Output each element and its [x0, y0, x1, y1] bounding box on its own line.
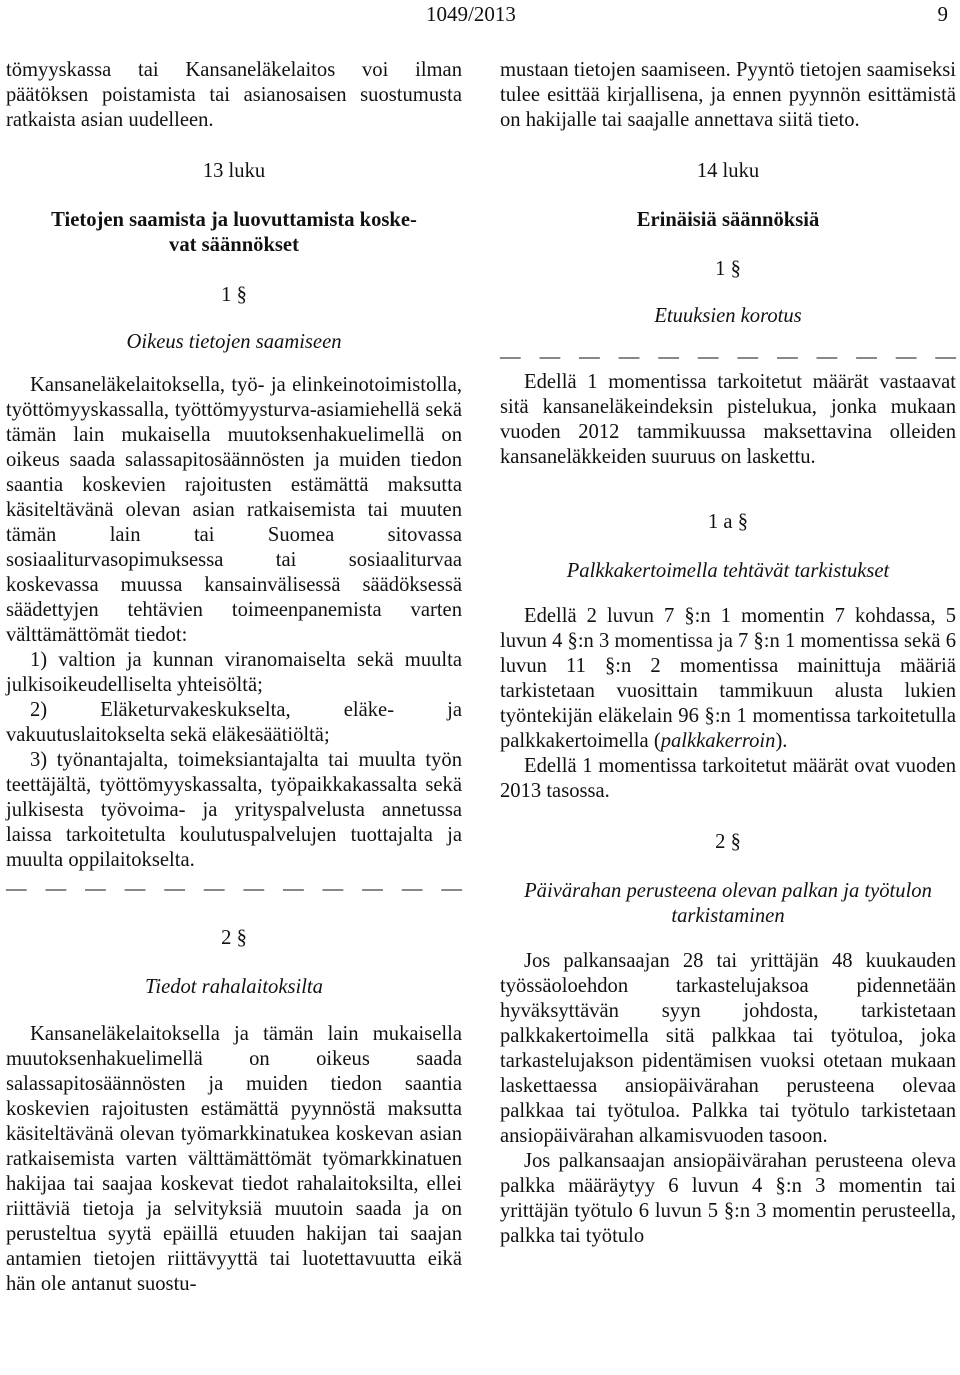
section-1a-paragraph-2: Edellä 1 momentissa tarkoitetut määrät ovat vuoden 2013 tasossa.: [500, 755, 956, 802]
section-2-label: 2 §: [221, 927, 247, 949]
section-1-title-r: Etuuksien korotus: [654, 305, 802, 327]
section-1-item-2: 2) Eläketurvakeskukselta, eläke- ja vakuutuslaitokselta sekä eläkesäätiöltä;: [6, 699, 462, 746]
left-column: [6, 58, 462, 1297]
section-1-title: Oikeus tietojen saamiseen: [126, 331, 342, 353]
section-1a-title: Palkkakertoimella tehtävät tarkistukset: [566, 560, 890, 582]
section-1-paragraph: Kansaneläkelaitoksella, työ- ja elinkeinotoimistolla, työttömyyskassalla, työttömyysturva-asiamiehellä sekä tämän lain mukaisella muutoksenhakuelimellä on oikeus saada salassapitosäännösten ja muiden tiedon saantia koskevien rajoitusten estämättä maksutta käsiteltävänä olevan asian ratkaisemista tai muuten tämän lain tai Suomea sitovassa sosiaaliturvasopimuksessa tai sosiaaliturvaa koskevassa muussa kansainvälisessä säädöksessä säädettyjen tehtävien toimeenpanemista varten välttämättömät tiedot:: [6, 374, 462, 646]
section-2-title-r: Päivärahan perusteena olevan palkan ja työtulon tarkistaminen: [524, 880, 932, 927]
section-1-paragraph-r: Edellä 1 momentissa tarkoitetut määrät vastaavat sitä kansaneläkeindeksin pistelukua, jonka mukaan vuoden 2012 tammikuussa maksettavina olleiden kansaneläkkeiden suuruus on laskettu.: [500, 371, 956, 468]
continued-paragraph: mustaan tietojen saamiseen. Pyyntö tietojen saamiseksi tulee esittää kirjallisena, ja ennen pyynnön esittämistä on hakijalle tai saajalle annettava siitä tieto.: [500, 59, 956, 131]
chapter-13-label: 13 luku: [202, 160, 266, 182]
page-header: [0, 0, 960, 30]
omission-dashes: — — — — — — — — — — — —: [6, 878, 462, 900]
section-1a-paragraph-1: [500, 604, 956, 754]
section-2-paragraph-1-r: Jos palkansaajan 28 tai yrittäjän 48 kuukauden työssäoloehdon tarkastelujaksoa pidennetään hyväksyttävän syyn johdosta, tarkistetaan palkkakertoimella sitä palkkaa tai työtuloa, joka tarkastelujakson pidentämisen vuoksi otetaan mukaan laskettaessa ansiopäivärahan perusteena olevaa palkkaa tai työtuloa. Palkka tai työtulo tarkistetaan ansiopäivärahan alkamisvuoden tasoon.: [500, 950, 956, 1147]
omission-dashes-r: — — — — — — — — — — — —: [500, 346, 956, 368]
chapter-13-title-line1: Tietojen saamista ja luovuttamista koske-: [51, 209, 417, 231]
section-2-label-r: 2 §: [715, 831, 741, 853]
section-2-paragraph: Kansaneläkelaitoksella ja tämän lain mukaisella muutoksenhakuelimellä on oikeus saada salassapitosäännösten ja muiden tiedon saantia koskevien rajoitusten estämättä pyynnöstä maksutta käsiteltävänä olevan työmarkkinatukea koskevan asian ratkaisemista varten välttämättömät työmarkkinatuen hakijaa tai saajaa koskevat tiedot rahalaitoksilta, ellei riittäviä tietoja ja selvityksiä muutoin saada ja on perusteltua syytä epäillä etuuden hakijan tai saajan antamien tietojen riittävyyttä tai luotettavuutta eikä hän ole antanut suostu-: [6, 1023, 462, 1295]
section-1-label-r: 1 §: [715, 258, 741, 280]
section-1-label: 1 §: [221, 284, 247, 306]
page-number: 9: [937, 2, 948, 26]
intro-paragraph: tömyyskassa tai Kansaneläkelaitos voi ilman päätöksen poistamista tai asianosaisen suostumusta ratkaista asian uudelleen.: [6, 59, 462, 131]
section-2-title: Tiedot rahalaitoksilta: [145, 976, 323, 998]
chapter-14-title: Erinäisiä säännöksiä: [636, 209, 820, 231]
section-1-item-1: 1) valtion ja kunnan viranomaiselta sekä muulta julkisoikeudelliselta yhteisöltä;: [6, 649, 462, 696]
section-1-item-3: 3) työnantajalta, toimeksiantajalta tai muulta työn teettäjältä, työttömyyskassalta, työpaikkakassalta sekä julkisesta työvoima- ja yrityspalvelusta annetussa laissa tarkoitetulta koulutuspalvelujen tuottajalta ja muulta oppilaitokselta.: [6, 749, 462, 871]
section-1a-text-a: Edellä 2 luvun 7 §:n 1 momentin 7 kohdassa, 5 luvun 4 §:n 3 momentissa ja 7 §:n 1 momentissa sekä 6 luvun 11 §:n 2 momentissa mainittuja määriä tarkistetaan vuosittain tammikuun alusta lukien työntekijän eläkelain 96 §:n 1 momentissa tarkoitetulla palkkakertoimella (: [500, 605, 956, 752]
statute-number: 1049/2013: [426, 2, 516, 26]
chapter-13-title-line2: vat säännökset: [169, 234, 299, 256]
chapter-14-label: 14 luku: [696, 160, 760, 182]
section-1a-text-italic: palkkakerroin: [660, 730, 776, 752]
right-column: [500, 58, 956, 1249]
section-2-paragraph-2-r: Jos palkansaajan ansiopäivärahan perusteena oleva palkka määräytyy 6 luvun 4 §:n 3 momentin tai yrittäjän työtulo 6 luvun 5 §:n 3 momentin perusteella, palkka tai työtulo: [500, 1150, 956, 1247]
section-1a-text-b: ).: [775, 730, 788, 752]
section-1a-label: 1 a §: [707, 511, 749, 533]
